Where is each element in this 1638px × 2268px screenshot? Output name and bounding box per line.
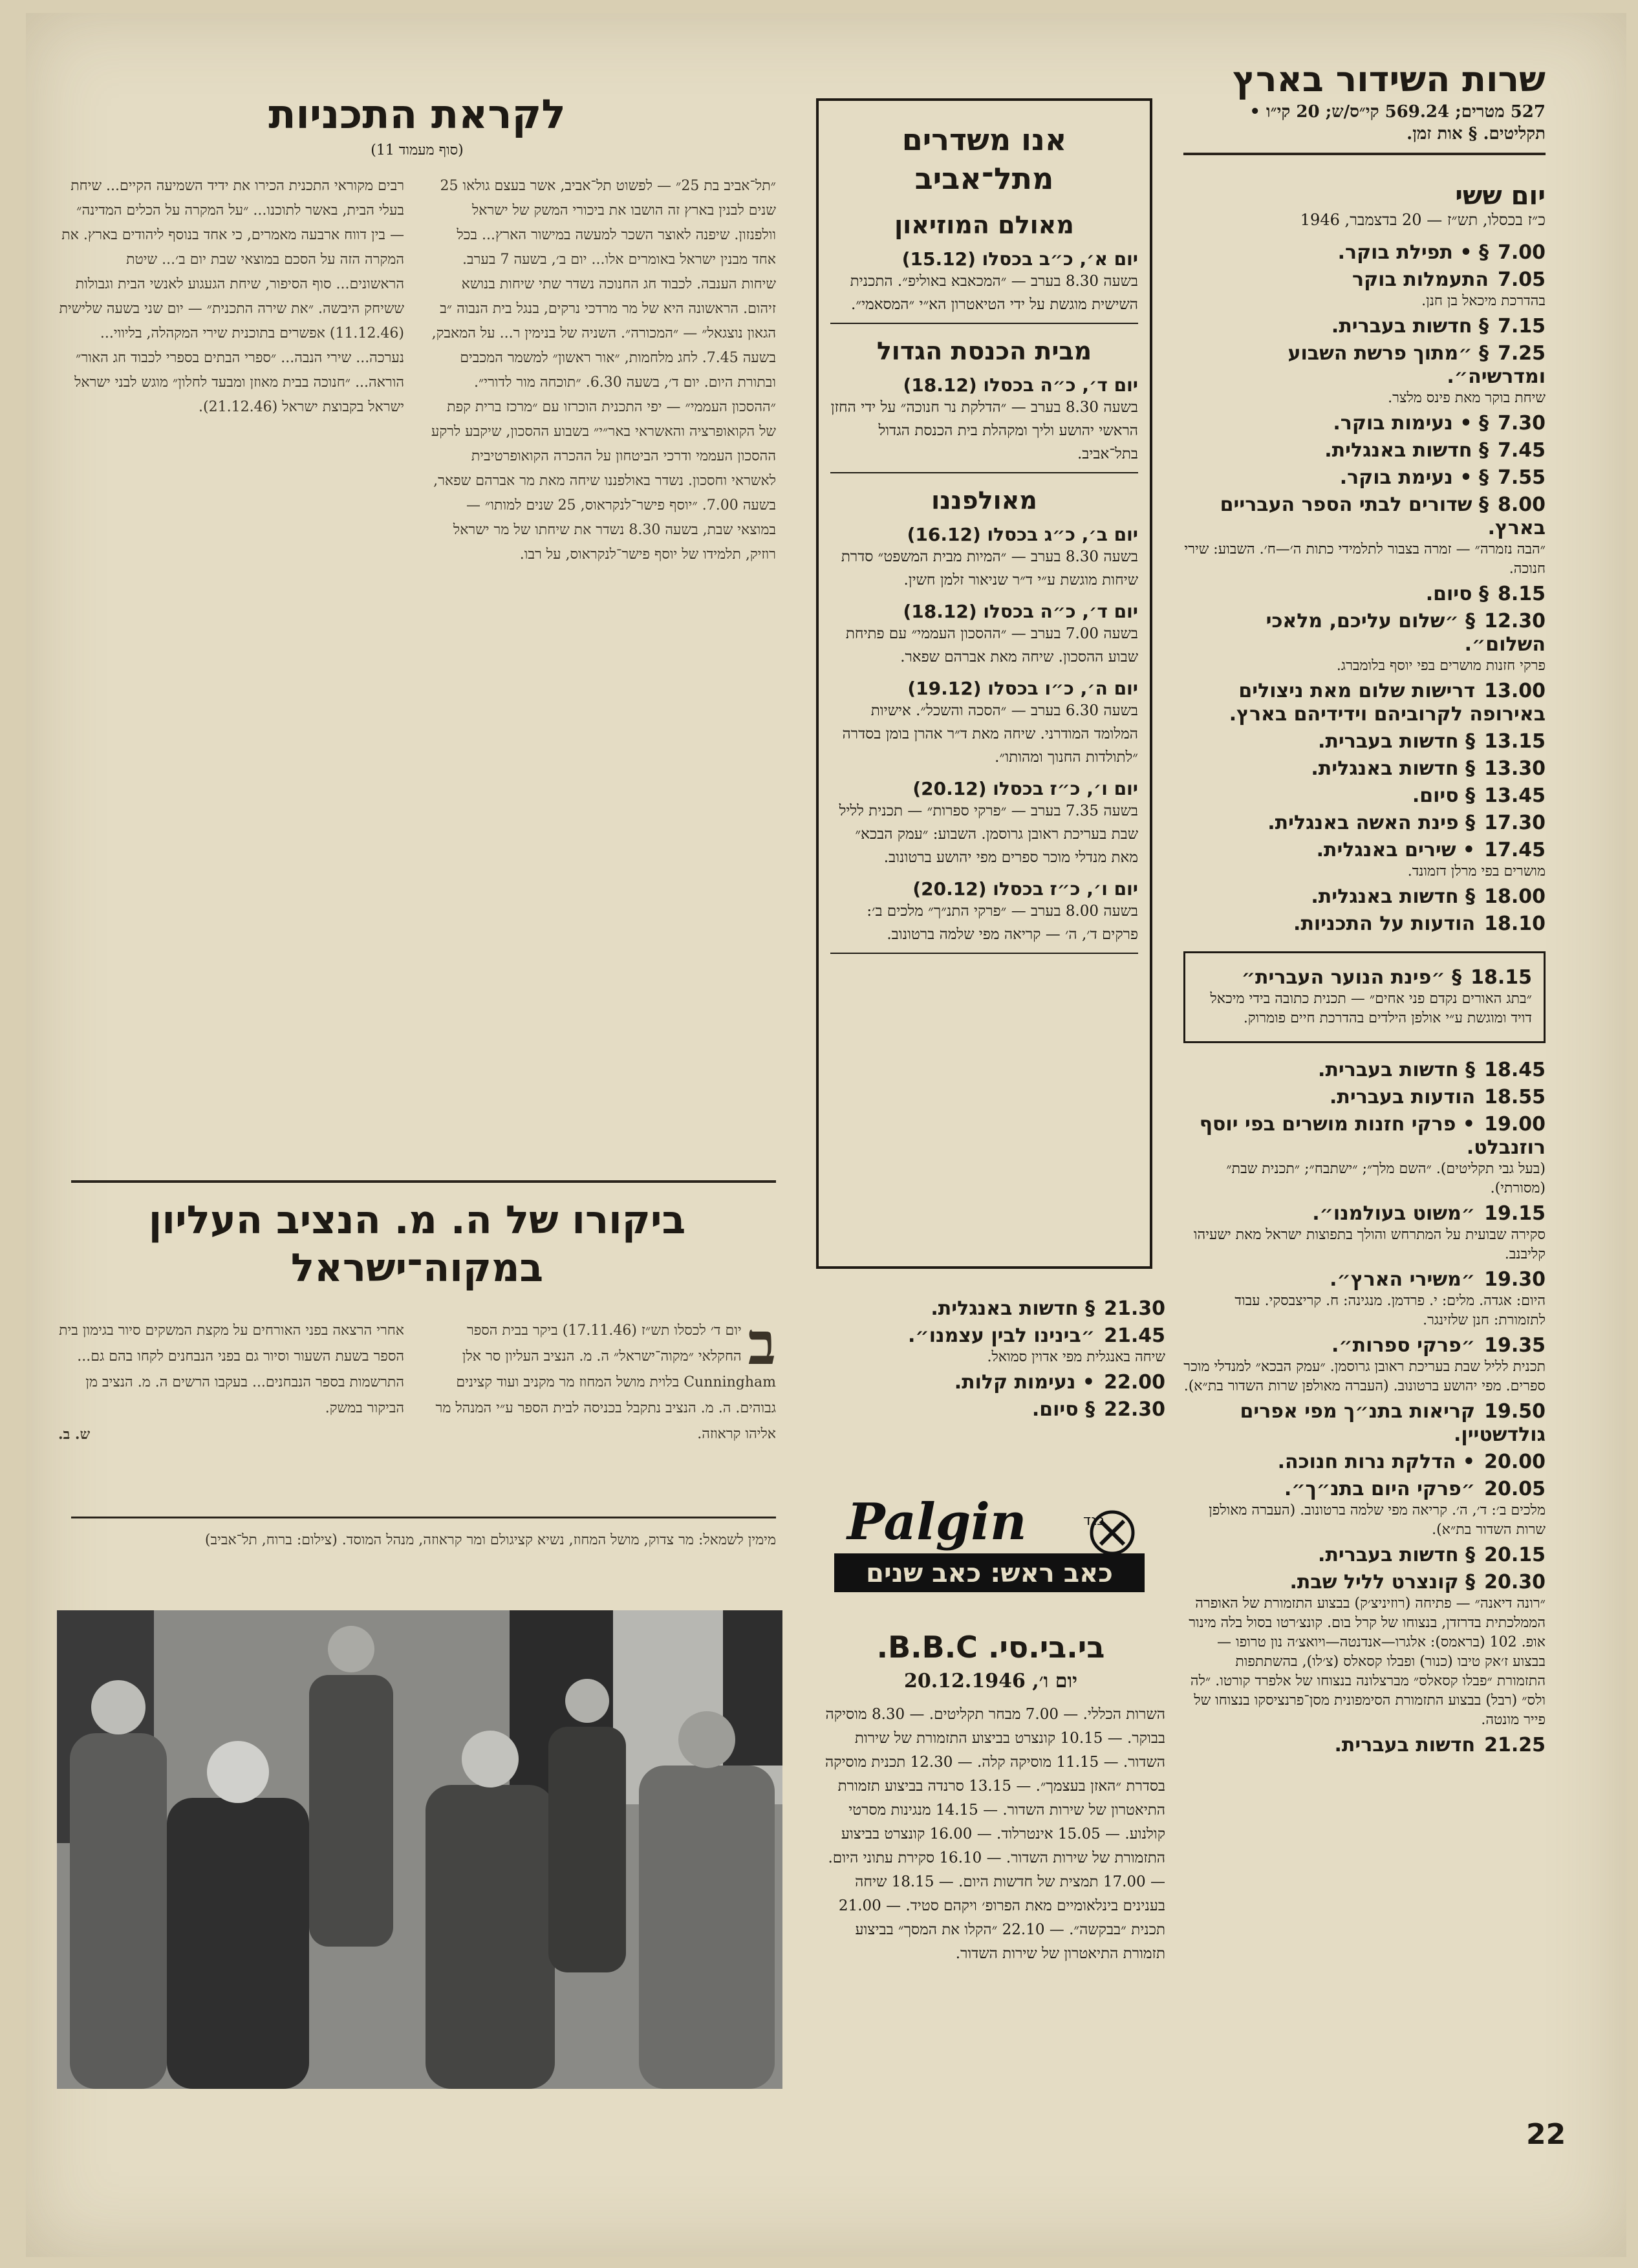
schedule-label: § ״מתוך פרשת השבוע ומדרשיה״. <box>1288 342 1546 388</box>
event-date: יום ו׳, כ״ז בכסלו (20.12) <box>912 778 1138 799</box>
schedule-time: 21.25 <box>1484 1734 1546 1756</box>
event-body: בשעה 8.00 בערב — ״פרקי התנ״ך״ מלכים ב׳: פרקים ד׳, ה׳ — קריאה מפי שלמה ברטונוב. <box>867 903 1138 943</box>
schedule-label: § חדשות בעברית. <box>1318 730 1476 753</box>
schedule-time: 13.30 <box>1484 757 1546 780</box>
schedule-time: 13.00 <box>1484 680 1546 702</box>
schedule-label: § שדורים לבתי הספר העבריים בארץ. <box>1220 493 1546 539</box>
event-body: בשעה 8.30 בערב — ״המכאבא באוליפ״. התכנית השישית מוגשת על ידי הטיאטרון הא״י ״המסאמי״. <box>850 273 1138 313</box>
event-date: יום א׳, כ״ב בכסלו (15.12) <box>901 248 1138 270</box>
article-column: רבים מקוראי התכנית הכירו את ידיד השמיעה הקיים... שיחת בעלי הבית, באשר לתוכנו... ״על המקרה על הכלים המדינה״ — בין דווח ארבעה מאמרים, כי אחד בנוסף ליהודים בארץ. את המקרה הזה על הסכם במוצאי שבת יום ב׳... שיטת הראשונים... סוף הסיפור, שיחת הגעגוע לאנשי הבית וגבולות ששיחק היבשה. ״את שירה התכנית״ — יום שני בשעה שלישית (11.12.46) אפשרים בתוכנית שירי המקהלה, בליווי... נערכה... שירי הנבה... ״ספרי הבתים בספרי לכבוד חג האור״ הוראה... ״חנוכה בבית מאוזן ומבעד לחלון״ מוגש לבני ישראל ישראל בקבוצת ישראל (21.12.46). <box>59 178 404 415</box>
schedule-label: § חדשות באנגלית. <box>1324 439 1489 462</box>
schedule-time: 8.15 <box>1497 583 1546 605</box>
schedule-time: 19.35 <box>1484 1334 1546 1357</box>
drop-cap: ב <box>748 1310 776 1378</box>
schedule-label: ״משירי הארץ״. <box>1330 1268 1476 1291</box>
schedule-time: 7.45 <box>1497 439 1546 462</box>
schedule-desc: מלכים ב׳: ד׳, ה׳. קריאה מפי שלמה ברטונוב. (העברה מאולפן שרות השדור בת״א). <box>1209 1502 1546 1538</box>
schedule-time: 17.30 <box>1484 812 1546 834</box>
schedule-item <box>1183 342 1546 408</box>
schedule-time: 18.55 <box>1484 1086 1546 1108</box>
schedule-desc: ״הבה נזמרה״ — זמרה בצבור לתלמידי כתות ה׳—ח׳. השבוע: שירי חנוכה. <box>1184 541 1546 577</box>
bbc-body: השרות הכללי. — 7.00 מבחר תקליטים. — 8.30 מוסיקה בבוקר. — 10.15 קונצרט בביצוע התזמורת של שירות השדור. — 11.15 מוסיקה קלה. — 12.30 תכנית מוסיקה בסדרת ״האזן בעצמך״. — 13.15 סרנדה בביצוע תזמורת התיאטרון של שירות השדור. — 14.15 מנגינות מסרטי קולנוע. — 15.05 אינטרלוד. — 16.00 קונצרט בביצוע התזמורת של שירות השדור. — 16.10 סקירת עתוני היום. — 17.00 תמצית של חדשות היום. — 18.15 שיחה בענינים בינלאומיים מאת הפרופ׳ ויקהם סטיד. — 21.00 תכנית ״בבקשה״. — 22.10 ״הקלו את המסך״ בביצוע תזמורת התיאטרון של שירות השדור. <box>824 1706 1165 1962</box>
event-date: יום ד׳, כ״ה בכסלו (18.12) <box>903 601 1138 622</box>
schedule-time: 20.05 <box>1484 1478 1546 1500</box>
schedule-desc: ״בתג האורים נקדם פני אחים״ — תכנית כתובה בידי מיכאל דויד ומוגשת ע״י אולפן הילדים בהדרכת חיים פומרוק. <box>1210 991 1532 1026</box>
schedule-time: 20.30 <box>1484 1571 1546 1593</box>
schedule-label: הודעות בעברית. <box>1329 1086 1476 1108</box>
schedule-time: 20.00 <box>1484 1451 1546 1473</box>
schedule-time: 18.10 <box>1484 913 1546 935</box>
palgin-suffix: בגד <box>1083 1513 1105 1529</box>
schedule-label: • פרקי חזנות מושרים בפי יוסף רוזנבלט. <box>1199 1113 1546 1159</box>
schedule-time: 19.00 <box>1484 1113 1546 1136</box>
schedule-label: § חדשות באנגלית. <box>931 1297 1095 1320</box>
event-body: בשעה 6.30 בערב — ״הסכה והשכל״. אישיות המלומד המודרני. שיחה מאת ד״ר אהרן בומן בסדרה ״לתולדות החנוך ומהותו״. <box>842 702 1138 766</box>
divider <box>71 1517 776 1518</box>
event-date: יום ב׳, כ״ג בכסלו (16.12) <box>907 524 1138 545</box>
palgin-tagline: כאב ראש: כאב שנים <box>866 1559 1113 1588</box>
schedule-item <box>1183 1451 1546 1474</box>
late-schedule-list <box>816 1297 1165 1421</box>
schedule-item <box>1183 1400 1546 1447</box>
schedule-label: § חדשות בעברית. <box>1318 1059 1476 1081</box>
schedule-time: 22.30 <box>1104 1398 1165 1421</box>
schedule-item <box>1183 1202 1546 1264</box>
schedule-item <box>1183 493 1546 579</box>
schedule-label: קריאות בתנ״ך מפי אפרים גולדשטיין. <box>1240 1400 1546 1446</box>
schedule-desc: (בעל גבי תקליטים). ״השם מלך״; ״ישתבח״; ״תכנית שבת״ (מסורתי). <box>1226 1161 1546 1196</box>
schedule-item <box>1197 966 1532 1028</box>
schedule-item <box>1183 1113 1546 1198</box>
group-photo <box>57 1610 782 2089</box>
schedule-label: § ״שלום עליכם, מלאכי השלום״. <box>1266 610 1546 656</box>
schedule-item <box>1183 812 1546 835</box>
schedule-item <box>816 1324 1165 1367</box>
tel-aviv-sections <box>830 211 1138 954</box>
event-body: בשעה 7.00 בערב — ״ההסכון העממי״ עם פתיחת שבוע ההסכון. שיחה מאת אברהם שפאר. <box>845 625 1138 665</box>
event-date: יום ה׳, כ״ו בכסלו (19.12) <box>907 678 1138 699</box>
article-column: ״תל־אביב בת 25״ — לפשוט תל־אביב, אשר בעצם גולאו 25 שנים לבנין בארץ זה הושבו את ביכורי המשק של ישראל וולפנזון. שיפנה לאוצר השכר למעשה במישור הארץ... בכל אחד מבנין ישראל באומרים אלו... יום ב׳, בשעה 7 בערב. שיחות הענבה. לכבוד חג החנוכה נשדר שתי שיחות בנושא זיהום. הראשונה היא של מר מרדכי נרקים, בנגל בית הנבוה ״ב הגאון נוצגאל״ — ״המכורה״. השניה של בנימין ר... על המאבק, בשעה 7.45. לחג מלחמות, ״אור ראשון״ למשמר המכבים ובתורת היום. יום ד׳, בשעה 6.30. ״תוכחה מור לדורי״. ״ההסכון העממי״ — יפי התכנית הוכרזו עם ״מרכז ברית קפת של הקואופרציה והאשראי באר״י״ בשבוע ההסכון, שיקבע לרקע ההסכון העממי ודרכי הביטחון על ההכרה הקואופרטיבית לאשראי וחסכון. נשדר באולפננו שיחה מאת מר אברהם שפאר, בשעה 7.00. ״יוסף פישר־לנקראוס, 25 שנים למותו״ — במוצאי שבת, בשעה 8.30 נשדר את שיחתו של מר ישראל רוזיק, תלמידו של יוסף פישר־לנקראוס, על רבו. <box>431 178 776 563</box>
schedule-item <box>1183 315 1546 338</box>
schedule-label: ״פרקי היום בתנ״ך״. <box>1284 1478 1476 1500</box>
schedule-item <box>1183 1268 1546 1330</box>
page-number: 22 <box>1526 2118 1566 2151</box>
schedule-time: 7.55 <box>1497 466 1546 489</box>
photo-caption: מימין לשמאל: מר צדוק, מושל המחוז, נשיא קציגולם ומר קראוזה, מנהל המוסד. (צילום: ברוח, תל־אביב) <box>204 1532 776 1548</box>
schedule-desc: בהדרכת מיכאל בן חנן. <box>1421 293 1546 309</box>
article-column <box>58 1318 404 1447</box>
schedule-time: 21.45 <box>1104 1324 1165 1347</box>
schedule-desc: ״רונה דיאנה״ — פתיחה (רוזיניצ׳ק) בבצוע התזמורת של האופרה הממלכתית בדרזדן, בנצוחו של קרל בום. קונצ׳רטו בסול בלה מינור אופ. 102 (בראמס): אלגרו—אנדנטה—ויואצ׳ה נון טרופו — בבצוע ז׳אק טיבו (כנור) ופבלו קסאלס (צ׳לו), בהשתתפות התזמורת ״פבלו קסאלס״ מברצלונה בנצוחו של אלפרד קורטו. ״לה ולס״ (רבל) בבצוע התזמורת הסימפונית מסן־פרנציסקו בנצוחו של פייר מונטה. <box>1189 1595 1546 1728</box>
article-title: לקראת התכניות <box>268 91 566 138</box>
schedule-desc: שיחת בוקר מאת פינס מלצר. <box>1388 390 1546 406</box>
date-line: כ״ז בכסלו, תש״ז — 20 בדצמבר, 1946 <box>1300 211 1546 229</box>
schedule-time: 7.30 <box>1497 412 1546 435</box>
tel-aviv-title: אנו משדרים מתל־אביב <box>901 122 1067 196</box>
article-column-text: אחרי הרצאה בפני האורחים על מקצת המשקים סיור בגימון בית הספר בשעת השעור וסיור גם בפני הנבחנים לקחו בהם גם... התרשמות בספר הנבחנים... בעקבו הרשים ה. מ. הנציב מן הביקור במשק. <box>59 1323 404 1416</box>
schedule-label: § חדשות בעברית. <box>1318 1544 1476 1566</box>
divider <box>71 1180 776 1183</box>
schedule-label: § חדשות באנגלית. <box>1311 757 1476 780</box>
bbc-title: בי.בי.סי. B.B.C. <box>876 1630 1105 1665</box>
schedule-item <box>1183 583 1546 606</box>
schedule-item <box>1183 784 1546 808</box>
schedule-item <box>1183 241 1546 265</box>
schedule-time: 7.00 <box>1497 241 1546 264</box>
venue-heading: מאולפננו <box>931 486 1037 515</box>
event-body: בשעה 8.30 בערב — ״הדלקת נר חנוכה״ על ידי החזן הראשי יהושע וליך ומקהלת בית הכנסת הגדול בתל־אביב. <box>830 399 1138 462</box>
schedule-time: 7.25 <box>1497 342 1546 365</box>
high-commissioner-visit-article <box>58 1196 776 1447</box>
toward-programs-article <box>58 91 776 567</box>
divider <box>1183 153 1546 155</box>
schedule-item <box>1183 466 1546 490</box>
schedule-time: 18.00 <box>1484 885 1546 908</box>
schedule-label: § סיום. <box>1425 583 1489 605</box>
schedule-item <box>1183 439 1546 462</box>
schedule-item <box>1183 1334 1546 1396</box>
schedule-time: 22.00 <box>1104 1371 1165 1394</box>
schedule-label: ״בינינו לבין עצמנו״. <box>908 1324 1095 1347</box>
schedule-label: • הדלקת נרות חנוכה. <box>1277 1451 1476 1473</box>
schedule-time: 7.15 <box>1497 315 1546 338</box>
schedule-desc: פרקי חזנות מושרים בפי יוסף בלומברג. <box>1336 658 1546 674</box>
bbc-section <box>816 1630 1165 1966</box>
schedule-time: 17.45 <box>1484 839 1546 861</box>
schedule-desc: מושרים בפי מרלן דזמונד. <box>1407 863 1546 880</box>
schedule-list-evening <box>1183 1059 1546 1757</box>
palgin-brand: Palgin <box>847 1493 1027 1551</box>
schedule-desc: היום: אגדה. מלים: י. פרדמן. מנגינה: ח. קריצבסקי. עבוד לתזמורת: חנן שלזינגר. <box>1234 1293 1546 1328</box>
divider <box>830 323 1138 324</box>
schedule-time: 7.05 <box>1497 268 1546 291</box>
schedule-list <box>1183 241 1546 936</box>
schedule-desc: סקירה שבועית על המתרחש והולך בתפוצות ישראל מאת ישעיהו קליבנב. <box>1193 1227 1546 1262</box>
schedule-item <box>1183 757 1546 781</box>
schedule-label: § סיום. <box>1031 1398 1095 1421</box>
schedule-item <box>1183 680 1546 726</box>
schedule-time: 21.30 <box>1104 1297 1165 1320</box>
event-body: בשעה 7.35 בערב — ״פרקי ספרות״ — תכנית לליל שבת בעריכת ראובן גרוסמן. השבוע: ״עמק הבכא״ מאת מנדלי מוכר ספרים מפי יהושע ברטונוב. <box>839 803 1138 866</box>
radio-schedule-title: שרות השידור בארץ <box>1233 59 1546 100</box>
radio-schedule-column <box>1183 58 1546 1761</box>
schedule-item <box>1183 1571 1546 1730</box>
schedule-item <box>816 1398 1165 1421</box>
schedule-item <box>1183 730 1546 753</box>
venue-heading: מאולם המוזיאון <box>894 211 1074 239</box>
article-column-text: יום ד׳ לכסלו תש״ז (17.11.46) ביקר בבית הספר החקלאי ״מקוה־ישראל״ ה. מ. הנציב העליון סר אלן Cunningham בלוית מושל המחוז מר מקניב ועוד קצינים גבוהים. ה. מ. הנציב נתקבל בכניסה לבית הספר ע״י המנהל מר אליהו קראוזה. <box>435 1323 776 1442</box>
schedule-label: § • נעימת בוקר. <box>1339 466 1489 489</box>
boxed-program <box>1183 951 1546 1043</box>
schedule-label: • נעימות קלות. <box>954 1371 1095 1394</box>
schedule-label: § • נעימות בוקר. <box>1333 412 1489 435</box>
schedule-time: 19.30 <box>1484 1268 1546 1291</box>
schedule-item <box>1183 839 1546 881</box>
schedule-item <box>1183 268 1546 311</box>
schedule-time: 8.00 <box>1497 493 1546 516</box>
schedule-time: 19.15 <box>1484 1202 1546 1225</box>
article-column <box>430 1310 776 1447</box>
schedule-label: דרישות שלום מאת ניצולים באירופה לקרוביהם וידידיהם בארץ. <box>1229 680 1546 726</box>
schedule-item <box>1183 1478 1546 1540</box>
schedule-label: § קונצרט לליל שבת. <box>1289 1571 1476 1593</box>
schedule-label: § חדשות באנגלית. <box>1311 885 1476 908</box>
schedule-desc: תכנית לליל שבת בעריכת ראובן גרוסמן. ״עמק הבכא״ למנדלי מוכר ספרים. מפי יהושע ברטונוב. (העברה מאולפן שרות השדור בת״א). <box>1183 1359 1546 1394</box>
schedule-time: 13.45 <box>1484 784 1546 807</box>
schedule-label: § חדשות בעברית. <box>1331 315 1489 338</box>
article-subtitle: (סוף מעמוד 11) <box>371 142 464 158</box>
schedule-time: 13.15 <box>1484 730 1546 753</box>
schedule-time: 18.45 <box>1484 1059 1546 1081</box>
schedule-item <box>1183 610 1546 676</box>
schedule-item <box>1183 412 1546 435</box>
schedule-item <box>816 1297 1165 1321</box>
late-schedule <box>816 1293 1165 1425</box>
schedule-time: 12.30 <box>1484 610 1546 632</box>
schedule-label: הודעות על התכניות. <box>1293 913 1476 935</box>
schedule-desc: שיחה באנגלית מפי אדוין סמואל. <box>987 1349 1165 1365</box>
schedule-time: 20.15 <box>1484 1544 1546 1566</box>
day-heading: יום ששי <box>1455 181 1546 211</box>
event-date: יום ו׳, כ״ז בכסלו (20.12) <box>912 878 1138 900</box>
schedule-label: ״פרקי ספרות״. <box>1331 1334 1476 1357</box>
schedule-label: § ״פינת הנוער העברית״ <box>1241 966 1462 989</box>
tel-aviv-broadcasts-box <box>816 98 1152 1269</box>
bbc-date: יום ו׳, 20.12.1946 <box>903 1670 1078 1692</box>
venue-heading: מבית הכנסת הגדול <box>876 337 1092 365</box>
event-body: בשעה 8.30 בערב — ״המיות מבית המשפט״ סדרת שיחות מוגשת ע״י ד״ר שניאור זלמן חשין. <box>841 548 1138 589</box>
schedule-item <box>1183 1544 1546 1567</box>
schedule-label: § פינת האשה באנגלית. <box>1267 812 1476 834</box>
divider <box>830 472 1138 473</box>
event-date: יום ד׳, כ״ה בכסלו (18.12) <box>903 374 1138 396</box>
schedule-item <box>1183 885 1546 909</box>
divider <box>830 953 1138 954</box>
frequency-info: 527 מטרים; 569.24 קי״ס/ש; 20 קי״ו • תקליטים. § אות זמן. <box>1249 102 1546 144</box>
schedule-item <box>816 1371 1165 1394</box>
schedule-time: 18.15 <box>1471 966 1532 989</box>
schedule-label: חדשות בעברית. <box>1334 1734 1476 1756</box>
schedule-label: § סיום. <box>1412 784 1476 807</box>
author-initials: ש. ב. <box>58 1426 91 1443</box>
schedule-label: § • תפילת בוקר. <box>1337 241 1489 264</box>
schedule-label: התעמלות בוקר <box>1352 268 1489 291</box>
schedule-item <box>1183 1059 1546 1082</box>
schedule-item <box>1183 1734 1546 1757</box>
visit-title: ביקורו של ה. מ. הנציב העליון במקוה־ישראל <box>148 1198 686 1291</box>
schedule-label: ״משוט בעולמנו״. <box>1312 1202 1476 1225</box>
schedule-item <box>1183 1086 1546 1109</box>
palgin-advertisement <box>834 1487 1145 1597</box>
schedule-item <box>1183 913 1546 936</box>
schedule-time: 19.50 <box>1484 1400 1546 1423</box>
schedule-label: • שירים באנגלית. <box>1316 839 1476 861</box>
